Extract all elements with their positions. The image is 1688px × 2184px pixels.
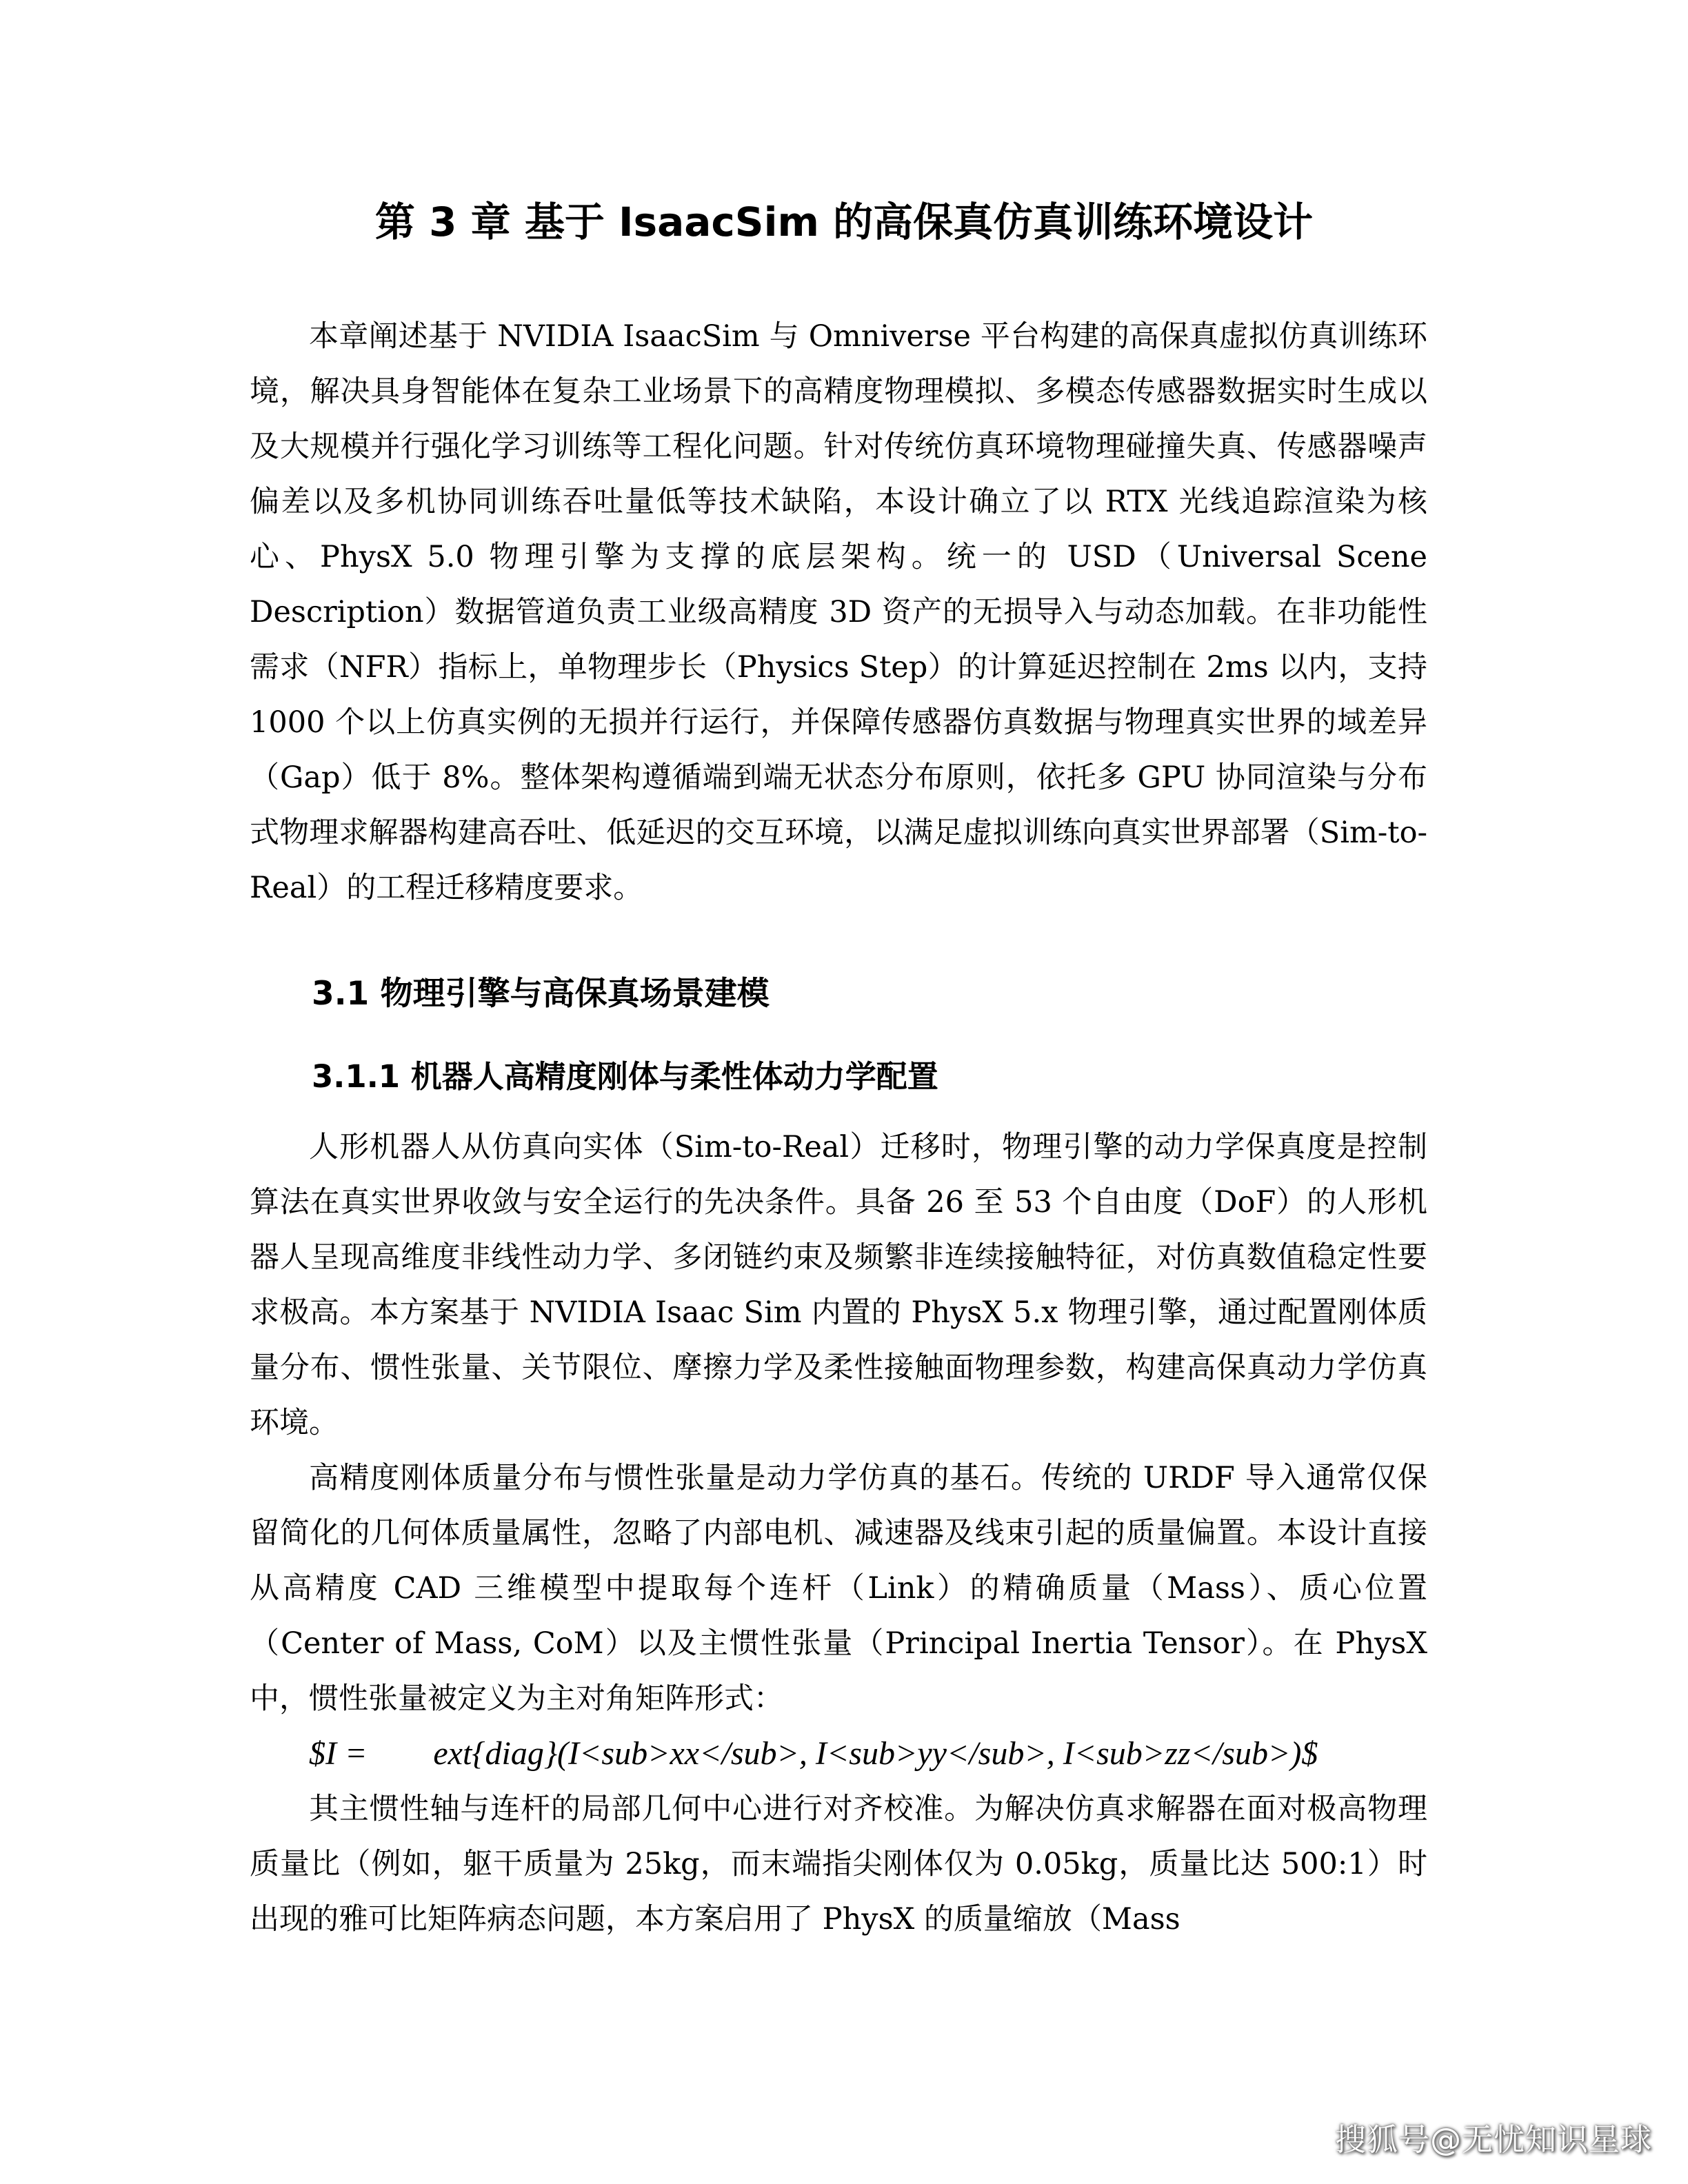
section-heading-3-1: 3.1 物理引擎与高保真场景建模 bbox=[312, 975, 770, 1013]
paragraph-sim-to-real: 人形机器人从仿真向实体（Sim-to-Real）迁移时，物理引擎的动力学保真度是控制算法在真实世界收敛与安全运行的先决条件。具备 26 至 53 个自由度（DoF）的人形机器人呈现高维度非线性动力学、多闭链约束及频繁非连续接触特征，对仿真数值稳定性要求极高。本方案基于 NVIDIA Isaac Sim 内置的 PhysX 5.x 物理引擎，通过配置刚体质量分布、惯性张量、关节限位、摩擦力学及柔性接触面物理参数，构建高保真动力学仿真环境。 bbox=[250, 1130, 1427, 1440]
paragraph-mass-scaling: 其主惯性轴与连杆的局部几何中心进行对齐校准。为解决仿真求解器在面对极高物理质量比（例如，躯干质量为 25kg，而末端指尖刚体仅为 0.05kg，质量比达 500:1）时出现的雅可比矩阵病态问题，本方案启用了 PhysX 的质量缩放（Mass bbox=[250, 1792, 1427, 1937]
paragraph-inertia-tensor: 高精度刚体质量分布与惯性张量是动力学仿真的基石。传统的 URDF 导入通常仅保留简化的几何体质量属性，忽略了内部电机、减速器及线束引起的质量偏置。本设计直接从高精度 CAD 三维模型中提取每个连杆（Link）的精确质量（Mass）、质心位置（Center of Mass, CoM）以及主惯性张量（Principal Inertia Tensor）。在 PhysX 中，惯性张量被定义为主对角矩阵形式： bbox=[250, 1461, 1427, 1716]
watermark: 搜狐号@无忧知识星球 bbox=[1334, 2121, 1652, 2158]
inertia-formula: $I = ext{diag}(I<sub>xx</sub>, I<sub>yy</sub>, I<sub>zz</sub>)$ bbox=[309, 1735, 1318, 1772]
chapter-title: 第 3 章 基于 IsaacSim 的高保真仿真训练环境设计 bbox=[374, 199, 1314, 245]
subsection-heading-3-1-1: 3.1.1 机器人高精度刚体与柔性体动力学配置 bbox=[312, 1058, 938, 1095]
chapter-intro-paragraph: 本章阐述基于 NVIDIA IsaacSim 与 Omniverse 平台构建的高保真虚拟仿真训练环境，解决具身智能体在复杂工业场景下的高精度物理模拟、多模态传感器数据实时生成以及大规模并行强化学习训练等工程化问题。针对传统仿真环境物理碰撞失真、传感器噪声偏差以及多机协同训练吞吐量低等技术缺陷，本设计确立了以 RTX 光线追踪渲染为核心、PhysX 5.0 物理引擎为支撑的底层架构。统一的 USD（Universal Scene Description）数据管道负责工业级高精度 3D 资产的无损导入与动态加载。在非功能性需求（NFR）指标上，单物理步长（Physics Step）的计算延迟控制在 2ms 以内，支持 1000 个以上仿真实例的无损并行运行，并保障传感器仿真数据与物理真实世界的域差异（Gap）低于 8%。整体架构遵循端到端无状态分布原则，依托多 GPU 协同渲染与分布式物理求解器构建高吞吐、低延迟的交互环境，以满足虚拟训练向真实世界部署（Sim-to-Real）的工程迁移精度要求。 bbox=[250, 319, 1427, 905]
